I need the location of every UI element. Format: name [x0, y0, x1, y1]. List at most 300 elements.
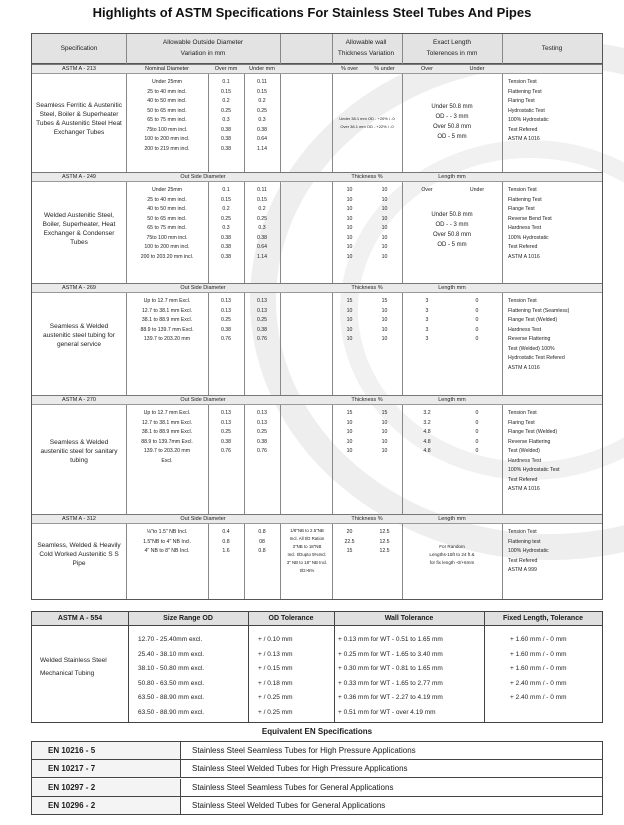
od-range-cell: 88.9 to 139.7 mm Excl. [140, 326, 194, 333]
a554-header-fixed: Fixed Length, Tolerance [503, 615, 583, 622]
section-od-header: Out Side Diameter [180, 397, 226, 403]
length-under-cell: 0 [475, 326, 479, 333]
testing-item: 100% Hydrostatic Test [508, 467, 560, 473]
od-range-cell: 25 to 40 mm incl. [147, 196, 187, 203]
section-name: Seamless Ferritic & Austenitic Steel, Boiler & Superheater Tubes & Austenitic Steel Heat Exchanger Tubes [36, 102, 122, 136]
page-title: Highlights of ASTM Specifications For Stainless Steel Tubes And Pipes [92, 5, 532, 20]
length-under-cell: 0 [475, 448, 479, 454]
od-over-cell: 0.13 [220, 410, 232, 416]
od-under-cell: 0.3 [258, 117, 266, 123]
a554-col-divider [248, 612, 249, 722]
od-over-cell: 0.25 [220, 215, 232, 222]
od-under-cell: 0.13 [256, 298, 268, 304]
wall-under-cell: 10 [381, 429, 388, 435]
od-under-cell: 0.38 [256, 438, 268, 445]
od-under-cell: 0.15 [256, 196, 268, 203]
wall-under-cell: 10 [381, 326, 388, 333]
section-bar [32, 283, 602, 293]
od-over-cell: 0.3 [222, 225, 230, 231]
testing-item: Reverse Flattering [508, 438, 551, 445]
od-over-cell: 0.13 [220, 419, 232, 426]
od-range-cell: 100 to 200 mm incl. [144, 136, 190, 142]
wall-note: 1/8"NB to 2.5"NB [290, 528, 324, 533]
length-tolerance: Under 50.8 mm [431, 104, 473, 110]
od-over-cell: 0.8 [222, 538, 230, 545]
a554-size-cell: 50.80 - 63.50 mm excl. [138, 679, 205, 687]
section-bar [32, 395, 602, 405]
section-wall-under-header: % under [374, 66, 395, 72]
a554-od-tol-cell: + / 0.25 mm [258, 708, 293, 716]
testing-item: Tension Test [508, 187, 537, 193]
a554-wall-tol-cell: + 0.33 mm for WT - 1.65 to 2.77 mm [338, 679, 443, 687]
length-tolerance: Over 50.8 mm [432, 232, 471, 238]
header-length-l1: Exact Length [433, 39, 471, 46]
od-range-cell: 75to 100 mm incl. [146, 234, 188, 241]
wall-under-cell: 10 [381, 336, 388, 342]
od-over-cell: 0.15 [220, 88, 232, 95]
testing-item: 100% Hydrostatic [508, 548, 549, 554]
testing-item: Flattening Test [508, 88, 542, 95]
section-wall-over-header: % over [340, 66, 359, 72]
od-over-cell: 0.38 [220, 244, 232, 250]
testing-item: Hardness Test [508, 457, 542, 464]
od-under-cell: 0.38 [256, 234, 268, 241]
od-range-cell: 12.7 to 38.1 mm Excl. [141, 307, 193, 314]
wall-over-cell: 15 [346, 548, 353, 554]
od-under-cell: 0.13 [256, 419, 268, 426]
od-range-cell: 75to 100 mm incl. [146, 126, 188, 133]
wall-over-cell: 10 [346, 234, 353, 241]
section-length-header: Length mm [438, 516, 466, 522]
testing-item: ASTM A 999 [508, 567, 537, 573]
od-range-cell: Up to 12.7 mm Excl. [143, 298, 191, 304]
od-range-cell: Under 25mm [152, 79, 182, 85]
testing-item: Test Refered [508, 476, 538, 483]
od-range-cell: 139.7 to 203.20 mm [143, 336, 191, 342]
od-over-cell: 0.38 [220, 234, 232, 241]
wall-over-cell: 10 [346, 206, 353, 212]
header-wall-l2: Thickness Variation [337, 50, 395, 57]
section-od-header: Out Side Diameter [180, 516, 226, 522]
length-note: For Random [439, 544, 465, 549]
section-name: Seamless, Welded & Heavily Cold Worked Austenitic S S Pipe [37, 541, 121, 567]
length-under-cell: 0 [475, 410, 479, 416]
section-wall-header: Thickness % [351, 397, 383, 403]
section-wall-header: Thickness % [351, 285, 383, 291]
od-over-cell: 0.1 [222, 79, 230, 85]
od-under-cell: 0.3 [258, 225, 266, 231]
od-under-cell: 0.8 [258, 529, 266, 535]
a554-wall-tol-cell: + 0.36 mm for WT - 2.27 to 4.19 mm [338, 694, 443, 701]
a554-wall-tol-cell: + 0.25 mm for WT - 1.65 to 3.40 mm [338, 650, 443, 658]
od-over-cell: 0.25 [220, 107, 232, 114]
en-row [32, 742, 602, 760]
a554-od-tol-cell: + / 0.15 mm [258, 665, 293, 672]
section-od-header: Out Side Diameter [180, 174, 226, 180]
astm-a554-table [31, 611, 603, 723]
od-under-cell: 1.14 [256, 145, 268, 152]
od-range-cell: 12.7 to 38.1 mm Excl. [141, 419, 193, 426]
wall-over-cell: 10 [346, 336, 353, 342]
wall-over-cell: 10 [346, 326, 353, 333]
section-bar [32, 172, 602, 182]
wall-note: Under 38.1 mm OD - +20% / -0 [339, 116, 395, 121]
od-over-cell: 0.38 [220, 253, 232, 260]
wall-under-cell: 12.5 [379, 529, 390, 535]
testing-item: Test (Welded) 100% [508, 345, 555, 352]
section-code: ASTM A - 249 [62, 174, 96, 180]
length-under-cell: 0 [475, 419, 479, 426]
length-under-cell: 0 [475, 298, 479, 304]
a554-header-wall: Wall Tolerance [384, 615, 434, 622]
od-over-cell: 0.38 [220, 126, 232, 133]
section-code: ASTM A - 312 [62, 516, 96, 522]
a554-fixed-cell: + 1.60 mm / - 0 mm [510, 650, 567, 658]
length-over-cell: 3 [425, 298, 429, 304]
testing-item: Flaring Test [508, 419, 535, 426]
wall-under-cell: 10 [381, 215, 388, 222]
a554-col-divider [128, 612, 129, 722]
testing-item: 100% Hydrostatic [508, 234, 549, 241]
testing-item: Flange Test [508, 206, 535, 212]
od-under-cell: 0.25 [256, 107, 268, 114]
od-under-cell: 0.2 [258, 98, 266, 104]
section-under-header: Under mm [249, 66, 275, 72]
length-tolerance: OD - - 3 mm [435, 222, 469, 228]
od-under-cell: 0.11 [257, 187, 267, 193]
a554-od-tol-cell: + / 0.10 mm [258, 636, 293, 643]
od-under-cell: 0.38 [256, 126, 268, 133]
wall-over-cell: 10 [346, 429, 353, 435]
wall-over-cell: 10 [346, 317, 353, 323]
a554-size-cell: 12.70 - 25.40mm excl. [138, 636, 203, 643]
od-range-cell: ⅛"to 1.5" NB Incl. [146, 529, 188, 535]
od-over-cell: 0.76 [220, 336, 232, 342]
wall-note: Over 38.1 mm OD - +22% / -0 [340, 124, 394, 129]
testing-item: ASTM A 1016 [508, 253, 540, 260]
od-range-cell: 25 to 40 mm incl. [147, 88, 187, 95]
a554-size-cell: 63.50 - 88.90 mm excl. [138, 708, 205, 716]
wall-over-cell: 10 [346, 196, 353, 203]
length-over-cell: 3 [425, 326, 429, 333]
wall-over-cell: 15 [346, 298, 353, 304]
wall-over-cell: 10 [346, 215, 353, 222]
od-under-cell: 0.76 [256, 336, 268, 342]
en-description: Stainless Steel Welded Tubes for General Applications [192, 800, 386, 810]
od-over-cell: 0.76 [220, 448, 232, 454]
wall-under-cell: 10 [381, 307, 388, 314]
en-row [32, 797, 602, 815]
length-under-cell: 0 [475, 307, 479, 314]
testing-item: 100% Hydrostatic [508, 117, 549, 123]
od-under-cell: 0.38 [256, 326, 268, 333]
wall-under-cell: 10 [381, 206, 388, 212]
od-under-cell: 08 [259, 538, 265, 545]
section-wall-header: Thickness % [351, 516, 383, 522]
od-range-cell: 88.9 to 139.7mm Excl. [141, 438, 193, 445]
en-code: EN 10297 - 2 [32, 779, 181, 796]
en-code: EN 10216 - 5 [32, 742, 181, 759]
wall-over-cell: 10 [346, 448, 353, 454]
od-range-cell: 100 to 200 mm incl. [144, 244, 190, 250]
od-over-cell: 0.4 [222, 529, 230, 535]
od-range-cell: 40 to 50 mm incl. [147, 206, 187, 212]
od-under-cell: 0.8 [258, 548, 266, 554]
wall-over-cell: 20 [346, 529, 353, 535]
wall-under-cell: 10 [381, 419, 388, 426]
wall-note: Incl. All t/D Ration [289, 536, 325, 541]
testing-item: Tension Test [508, 529, 537, 535]
length-tolerance: OD - - 3 mm [435, 114, 469, 120]
od-range-cell: Up to 12.7 mm Excl. [143, 410, 191, 416]
od-over-cell: 0.2 [222, 98, 230, 104]
a554-size-cell: 63.50 - 88.90 mm excl. [138, 694, 205, 701]
a554-col-divider [484, 612, 485, 722]
header-od-variation-l1: Allowable Outside Diameter [162, 39, 244, 46]
od-range-cell: 200 to 219 mm incl. [144, 145, 190, 152]
length-note: Lengths-15ft to 24 ft & [429, 552, 475, 557]
wall-under-cell: 10 [381, 448, 388, 454]
testing-item: ASTM A 1016 [508, 136, 540, 142]
a554-od-tol-cell: + / 0.13 mm [258, 650, 293, 658]
length-tolerance: Over 50.8 mm [432, 124, 471, 130]
wall-under-cell: 10 [381, 234, 388, 241]
wall-under-cell: 10 [381, 187, 388, 193]
testing-item: Flattening test [508, 538, 541, 545]
section-len-under-header: Under [469, 66, 485, 72]
en-description: Stainless Steel Welded Tubes for High Pressure Applications [192, 764, 408, 774]
section-wall-header: Thickness % [351, 174, 383, 180]
en-code: EN 10217 - 7 [32, 760, 181, 777]
length-tolerance: OD - 5 mm [437, 242, 467, 248]
od-over-cell: 0.38 [220, 326, 232, 333]
section-length-header: Length mm [438, 285, 466, 291]
a554-header-size: Size Range OD [163, 615, 213, 622]
header-specification: Specification [60, 45, 98, 52]
wall-over-cell: 15 [346, 410, 353, 416]
length-over-cell: 4.8 [423, 438, 431, 445]
od-under-cell: 0.15 [256, 88, 268, 95]
od-under-cell: 0.64 [256, 244, 268, 250]
testing-item: Reverse Flattering [508, 336, 551, 342]
a554-fixed-cell: + 2.40 mm / - 0 mm [510, 679, 567, 687]
length-under-label: Under [469, 187, 485, 193]
a554-fixed-cell: + 2.40 mm / - 0 mm [510, 694, 567, 701]
wall-under-cell: 15 [381, 298, 388, 304]
en-table [31, 741, 603, 815]
header-wall-l1: Allowable wall [345, 39, 387, 46]
a554-wall-tol-cell: + 0.30 mm for WT - 0.81 to 1.65 mm [338, 665, 443, 672]
od-over-cell: 0.38 [220, 136, 232, 142]
wall-over-cell: 10 [346, 419, 353, 426]
wall-under-cell: 10 [381, 253, 388, 260]
en-description: Stainless Steel Seamless Tubes for High Pressure Applications [192, 746, 416, 755]
a554-header [32, 612, 602, 626]
a554-size-cell: 38.10 - 50.80 mm excl. [138, 665, 205, 672]
section-name: Welded Austenitic Steel, Boiler, Superheater, Heat Exchanger & Condenser Tubes [42, 211, 116, 246]
a554-od-tol-cell: + / 0.18 mm [258, 679, 293, 687]
testing-item: Test (Welded) [508, 448, 540, 454]
wall-under-cell: 10 [381, 244, 388, 250]
section-length-header: Length mm [438, 397, 466, 403]
od-range-cell: 4" NB to 8" NB Incl. [144, 548, 190, 554]
od-range-cell: 50 to 65 mm incl. [147, 107, 187, 114]
wall-note: 3"NB to 18"NB [292, 544, 322, 549]
od-under-cell: 0.2 [258, 206, 266, 212]
testing-item: Flattening Test [508, 196, 542, 203]
od-range-cell: 1.5"NB to 4" NB Incl. [143, 538, 191, 545]
length-over-label: Over [421, 187, 433, 193]
header-testing: Testing [541, 45, 563, 52]
od-under-cell: 0.64 [256, 136, 268, 142]
astm-spec-table [31, 33, 603, 600]
a554-header-od: OD Tolerance [268, 615, 314, 622]
testing-item: Hardness Test [508, 225, 542, 231]
testing-item: Tension Test [508, 298, 537, 304]
a554-col-divider [334, 612, 335, 722]
od-under-cell: 0.76 [256, 448, 268, 454]
en-description: Stainless Steel Seamless Tubes for General Applications [192, 782, 394, 792]
od-over-cell: 0.3 [222, 117, 230, 123]
testing-item: Reverse Bend Test [508, 215, 552, 222]
section-bar [32, 514, 602, 524]
testing-item: Flange Test (Welded) [508, 317, 558, 323]
length-over-cell: 3.2 [423, 410, 431, 416]
od-over-cell: 0.25 [220, 317, 232, 323]
section-name: Seamless & Welded austenitic steel tubing for general service [43, 323, 115, 348]
od-over-cell: 0.13 [220, 298, 232, 304]
od-over-cell: 0.15 [220, 196, 232, 203]
od-over-cell: 0.2 [222, 206, 230, 212]
length-tolerance: OD - 5 mm [437, 134, 467, 140]
length-over-cell: 3.2 [423, 419, 431, 426]
od-range-cell: 65 to 75 mm incl. [147, 117, 187, 123]
length-under-cell: 0 [475, 429, 479, 435]
od-range-cell: 38.1 to 88.9 mm Excl. [141, 429, 193, 435]
testing-item: Hydrostatic Test Refered [508, 355, 565, 361]
wall-over-cell: 10 [346, 187, 353, 193]
od-range-cell: 65 to 75 mm incl. [147, 225, 187, 231]
od-under-cell: 0.13 [256, 307, 268, 314]
wall-note: 3" NB to 18" NB Incl. [286, 560, 328, 565]
testing-item: Test Refered [508, 244, 538, 250]
od-over-cell: 0.38 [220, 438, 232, 445]
wall-over-cell: 10 [346, 244, 353, 250]
wall-under-cell: 10 [381, 317, 388, 323]
length-over-cell: 4.8 [423, 429, 431, 435]
od-under-cell: 0.25 [256, 215, 268, 222]
length-over-cell: 3 [425, 317, 429, 323]
section-code: ASTM A - 213 [62, 66, 96, 72]
length-note: for fix length -0/+6mm [429, 560, 475, 565]
a554-fixed-cell: + 1.60 mm / - 0 mm [510, 636, 567, 643]
a554-wall-tol-cell: + 0.13 mm for WT - 0.51 to 1.65 mm [338, 636, 443, 643]
section-od-header: Nominal Diameter [144, 66, 189, 72]
od-under-cell: 1.14 [256, 253, 268, 260]
table-header [32, 34, 602, 64]
wall-over-cell: 22.5 [344, 538, 355, 545]
a554-fixed-cell: + 1.60 mm / - 0 mm [510, 665, 567, 672]
wall-over-cell: 10 [346, 438, 353, 445]
od-range-cell: Excl. [161, 457, 173, 464]
wall-under-cell: 12.5 [379, 548, 390, 554]
wall-note: t/D>5% [299, 568, 315, 573]
section-len-over-header: Over [421, 66, 433, 72]
od-under-cell: 0.11 [257, 79, 267, 85]
length-tolerance: Under 50.8 mm [431, 212, 473, 218]
wall-over-cell: 10 [346, 225, 353, 231]
testing-item: Hydrostatic Test [508, 107, 545, 114]
od-range-cell: Under 25mm [152, 187, 182, 193]
section-bar [32, 64, 602, 74]
length-over-cell: 4.8 [423, 448, 431, 454]
testing-item: Tension Test [508, 410, 537, 416]
testing-item: Flattening Test (Seamless) [508, 307, 570, 314]
en-code: EN 10296 - 2 [32, 797, 181, 814]
length-over-cell: 3 [425, 336, 429, 342]
a554-name: Welded Stainless Steel Mechanical Tubing [40, 657, 107, 677]
section-over-header: Over mm [214, 66, 238, 72]
od-over-cell: 1.6 [222, 548, 230, 554]
a554-od-tol-cell: + / 0.25 mm [258, 694, 293, 701]
a554-size-cell: 25.40 - 38.10 mm excl. [138, 650, 205, 658]
testing-item: Test Refered [508, 126, 538, 133]
od-over-cell: 0.13 [220, 307, 232, 314]
od-under-cell: 0.25 [256, 429, 268, 435]
en-row [32, 760, 602, 778]
od-range-cell: 40 to 50 mm incl. [147, 98, 187, 104]
header-length-l2: Tolerences in mm [426, 50, 478, 57]
length-under-cell: 0 [475, 438, 479, 445]
od-under-cell: 0.25 [256, 317, 268, 323]
length-under-cell: 0 [475, 317, 479, 323]
testing-item: Flaring Test [508, 98, 535, 104]
wall-over-cell: 10 [346, 307, 353, 314]
testing-item: Flange Test (Welded) [508, 429, 558, 435]
section-code: ASTM A - 270 [62, 397, 96, 403]
header-od-variation-l2: Variation in mm [180, 50, 226, 57]
wall-under-cell: 15 [381, 410, 388, 416]
testing-item: Hardness Test [508, 326, 542, 333]
testing-item: ASTM A 1016 [508, 364, 540, 371]
wall-over-cell: 10 [346, 253, 353, 260]
od-range-cell: 139.7 to 203.20 mm [143, 448, 191, 454]
section-length-header: Length mm [438, 174, 466, 180]
wall-under-cell: 10 [381, 196, 388, 203]
wall-note: Incl. t/Dupto 5%Incl. [287, 552, 327, 557]
section-name: Seamless & Welded austenitic steel for sanitary tubing [40, 438, 118, 464]
wall-under-cell: 10 [381, 225, 388, 231]
length-under-cell: 0 [475, 336, 479, 342]
od-range-cell: 200 to 203.20 mm incl. [140, 253, 194, 260]
section-od-header: Out Side Diameter [180, 285, 226, 291]
en-title: Equivalent EN Specifications [261, 727, 373, 736]
en-row [32, 779, 602, 797]
wall-under-cell: 12.5 [379, 538, 390, 545]
od-over-cell: 0.1 [222, 187, 230, 193]
a554-wall-tol-cell: + 0.51 mm for WT - over 4.19 mm [338, 708, 436, 716]
od-over-cell: 0.25 [220, 429, 232, 435]
od-over-cell: 0.38 [220, 145, 232, 152]
testing-item: Tension Test [508, 79, 537, 85]
section-code: ASTM A - 269 [62, 285, 96, 291]
testing-item: Test Refered [508, 557, 538, 564]
od-under-cell: 0.13 [256, 410, 268, 416]
od-range-cell: 38.1 to 88.9 mm Excl. [141, 317, 193, 323]
od-range-cell: 50 to 65 mm incl. [147, 215, 187, 222]
length-over-cell: 3 [425, 307, 429, 314]
a554-header-spec: ASTM A - 554 [57, 615, 103, 622]
